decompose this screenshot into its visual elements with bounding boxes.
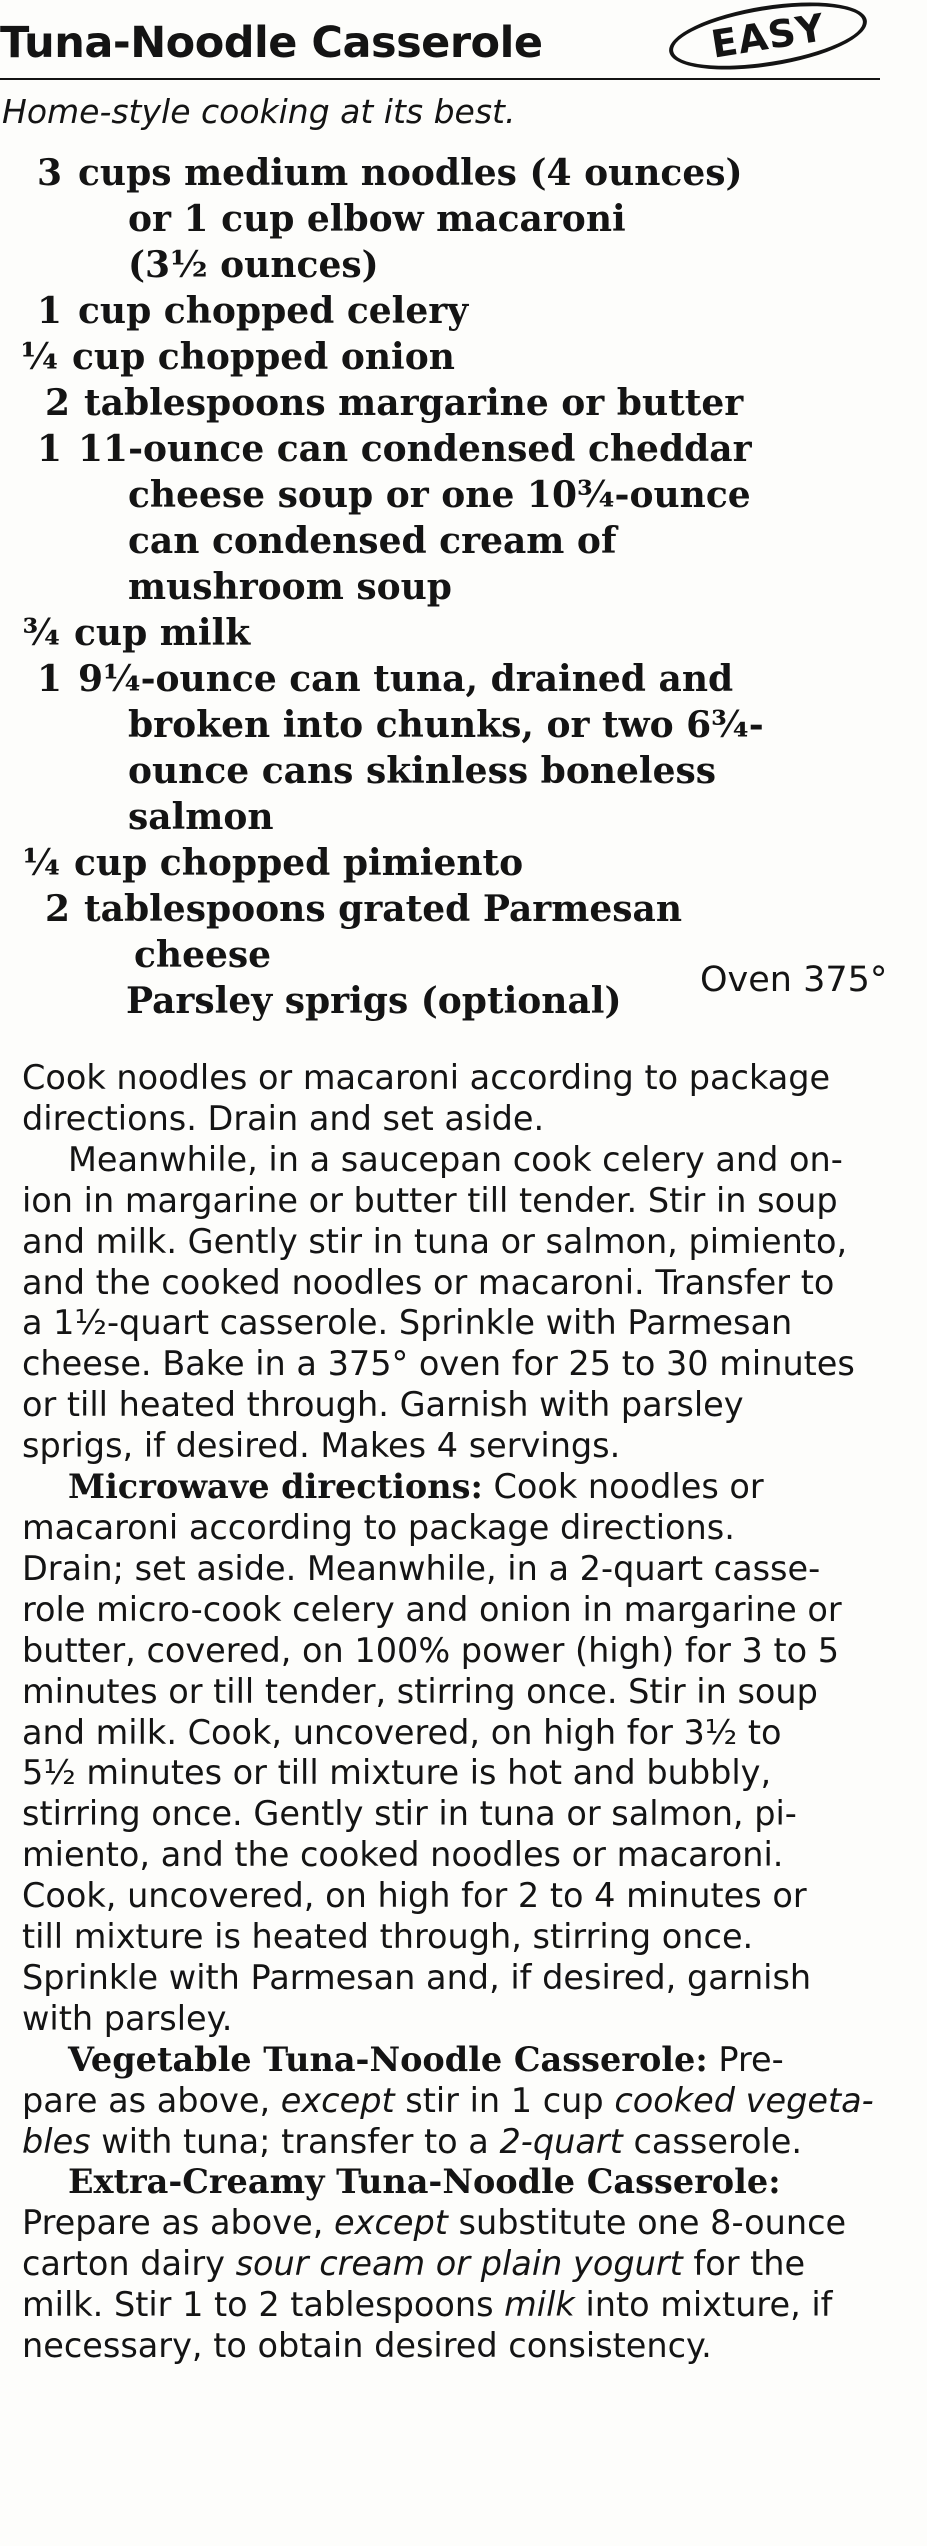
directions-line — [22, 2081, 902, 2122]
ingredient-quantity: 1 — [36, 428, 62, 470]
directions-line: and milk. Gently stir in tuna or salmon, pimiento, — [22, 1221, 848, 1261]
ingredient-line: tablespoons grated Parmesan — [84, 888, 683, 930]
directions-line: Sprinkle with Parmesan and, if desired, garnish — [22, 1957, 812, 1997]
directions-text: Prepare as above, — [22, 2203, 335, 2243]
ingredient-line: (3½ ounces) — [128, 244, 379, 286]
ingredient-line: cup chopped onion — [72, 336, 455, 378]
directions-line: butter, covered, on 100% power (high) for 3 to 5 — [22, 1630, 840, 1670]
ingredient-quantity: 1 — [36, 658, 62, 700]
microwave-heading: Microwave directions: — [68, 1467, 483, 1507]
easy-badge: EASY — [665, 0, 872, 81]
ingredient-line: cup milk — [74, 612, 251, 654]
emphasis-text: 2-quart — [499, 2121, 623, 2161]
directions-text: with tuna; transfer to a — [90, 2121, 500, 2161]
ingredient-quantity: 2 — [44, 888, 70, 930]
directions-line — [22, 1467, 902, 1508]
directions-text: substitute one 8-ounce — [447, 2203, 847, 2243]
ingredient-description — [62, 426, 900, 610]
directions-text: Cook noodles or — [482, 1467, 764, 1507]
ingredient-line: broken into chunks, or two 6¾- — [128, 704, 764, 746]
directions-line: ion in margarine or butter till tender. Stir in soup — [22, 1180, 838, 1220]
ingredient-description — [62, 150, 900, 288]
directions-text: carton dairy — [22, 2244, 236, 2284]
ingredient-line: ounce cans skinless boneless — [128, 750, 717, 792]
directions-line: 5½ minutes or till mixture is hot and bubbly, — [22, 1753, 772, 1793]
ingredient-line: mushroom soup — [128, 566, 452, 608]
directions-line: necessary, to obtain desired consistency. — [22, 2326, 712, 2366]
vegetable-variation — [22, 2040, 902, 2163]
directions-line — [22, 2285, 902, 2326]
ingredient-line: Parsley sprigs (optional) — [126, 980, 622, 1022]
vegetable-heading: Vegetable Tuna-Noodle Casserole: — [68, 2039, 708, 2079]
directions-line — [22, 2122, 902, 2163]
ingredient-description — [60, 610, 900, 656]
ingredient-item — [0, 334, 900, 380]
extra-creamy-variation — [22, 2162, 902, 2367]
ingredient-quantity: ¼ — [22, 842, 60, 884]
ingredient-list — [0, 150, 900, 1024]
directions-line — [22, 2244, 902, 2285]
recipe-title: Tuna-Noodle Casserole — [0, 18, 543, 68]
ingredient-description — [62, 656, 900, 840]
ingredient-line: can condensed cream of — [128, 520, 617, 562]
ingredient-item — [0, 610, 900, 656]
directions-line: sprigs, if desired. Makes 4 servings. — [22, 1426, 621, 1466]
directions-text: for the — [682, 2244, 806, 2284]
recipe-header — [0, 6, 880, 76]
ingredient-line: cheese soup or one 10¾-ounce — [128, 474, 751, 516]
directions-line: a 1½-quart casserole. Sprinkle with Parmesan — [22, 1303, 793, 1343]
ingredient-quantity: 2 — [44, 382, 70, 424]
ingredient-description — [70, 380, 900, 426]
directions-line: Drain; set aside. Meanwhile, in a 2-quart casse- — [22, 1548, 821, 1588]
directions-text: stir in 1 cup — [394, 2080, 615, 2120]
oven-temperature: Oven 375° — [700, 960, 888, 1000]
ingredient-line: cups medium noodles (4 ounces) — [78, 152, 743, 194]
ingredient-item — [0, 380, 900, 426]
directions-line: Meanwhile, in a saucepan cook celery and on- — [68, 1139, 843, 1179]
emphasis-text: sour cream or plain yogurt — [235, 2244, 683, 2284]
ingredient-description — [60, 840, 900, 886]
ingredient-quantity: 3 — [36, 152, 62, 194]
ingredient-line: cup chopped celery — [78, 290, 469, 332]
recipe-tagline: Home-style cooking at its best. — [2, 92, 516, 131]
directions-text: Pre- — [707, 2039, 784, 2079]
ingredient-line: 9¼-ounce can tuna, drained and — [78, 658, 734, 700]
emphasis-text: cooked vegeta- — [614, 2080, 874, 2120]
directions-text: milk. Stir 1 to 2 tablespoons — [22, 2285, 505, 2325]
ingredient-description — [62, 288, 900, 334]
directions-line: stirring once. Gently stir in tuna or salmon, pi- — [22, 1794, 797, 1834]
ingredient-line: or 1 cup elbow macaroni — [128, 198, 626, 240]
directions-line: Cook noodles or macaroni according to package — [22, 1058, 831, 1097]
ingredient-item — [0, 288, 900, 334]
ingredient-item — [0, 656, 900, 840]
directions — [22, 1058, 902, 2367]
directions-line: Cook, uncovered, on high for 2 to 4 minutes or — [22, 1876, 807, 1916]
ingredient-line: 11-ounce can condensed cheddar — [78, 428, 752, 470]
directions-line: and milk. Cook, uncovered, on high for 3½ to — [22, 1712, 782, 1752]
ingredient-quantity: ¼ — [20, 336, 58, 378]
directions-line: macaroni according to package directions. — [22, 1507, 735, 1547]
ingredient-item — [0, 840, 900, 886]
directions-line: and the cooked noodles or macaroni. Transfer to — [22, 1262, 835, 1302]
microwave-directions — [22, 1467, 902, 2040]
directions-text: into mixture, if — [574, 2285, 833, 2325]
directions-line: cheese. Bake in a 375° oven for 25 to 30 minutes — [22, 1344, 855, 1384]
emphasis-text: except — [334, 2203, 448, 2243]
extra-creamy-heading: Extra-Creamy Tuna-Noodle Casserole: — [68, 2162, 781, 2202]
directions-step-1 — [22, 1058, 902, 1140]
directions-step-2 — [22, 1140, 902, 1467]
ingredient-item — [0, 150, 900, 288]
ingredient-quantity: 1 — [36, 290, 62, 332]
directions-line: directions. Drain and set aside. — [22, 1098, 545, 1138]
directions-line — [22, 2162, 902, 2203]
directions-text: pare as above, — [22, 2080, 281, 2120]
directions-line: miento, and the cooked noodles or macaroni. — [22, 1835, 784, 1875]
emphasis-text: except — [280, 2080, 395, 2120]
directions-line — [22, 2040, 902, 2081]
emphasis-text: milk — [504, 2285, 575, 2325]
directions-line: or till heated through. Garnish with parsley — [22, 1385, 744, 1425]
ingredient-line: cheese — [134, 934, 272, 976]
ingredient-line: tablespoons margarine or butter — [84, 382, 744, 424]
ingredient-line: salmon — [128, 796, 274, 838]
emphasis-text: bles — [22, 2121, 91, 2161]
ingredient-quantity: ¾ — [22, 612, 60, 654]
directions-line: with parsley. — [22, 1998, 233, 2038]
ingredient-description — [58, 334, 900, 380]
directions-line: till mixture is heated through, stirring once. — [22, 1917, 754, 1957]
directions-line: minutes or till tender, stirring once. Stir in soup — [22, 1671, 818, 1711]
directions-text: casserole. — [622, 2121, 803, 2161]
ingredient-item — [0, 426, 900, 610]
ingredient-line: cup chopped pimiento — [74, 842, 524, 884]
directions-line — [22, 2203, 902, 2244]
header-rule — [0, 78, 880, 80]
directions-line: role micro-cook celery and onion in margarine or — [22, 1589, 842, 1629]
